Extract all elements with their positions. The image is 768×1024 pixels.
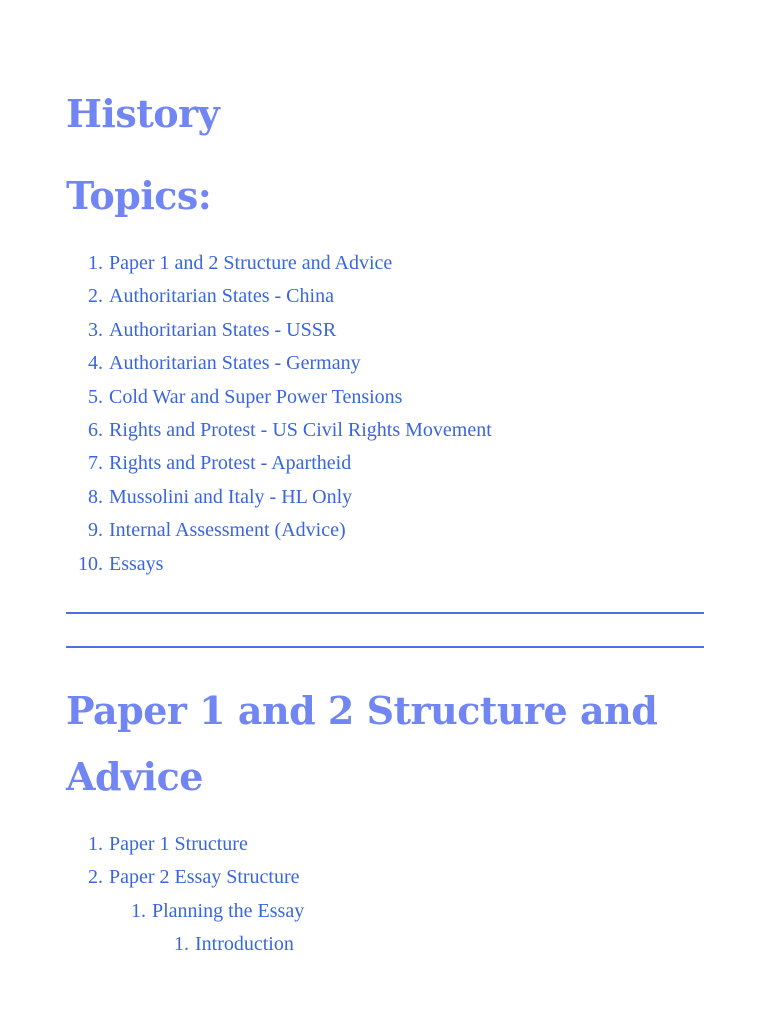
list-number: 7. bbox=[88, 452, 103, 475]
topic-link[interactable]: Rights and Protest - US Civil Rights Movement bbox=[109, 418, 492, 441]
section-link[interactable]: Introduction bbox=[195, 933, 294, 956]
topic-item-2[interactable] bbox=[88, 280, 492, 313]
page-title: History bbox=[66, 91, 220, 136]
list-number: 1. bbox=[131, 899, 146, 922]
topic-link[interactable]: Essays bbox=[109, 552, 164, 575]
topic-link[interactable]: Authoritarian States - USSR bbox=[109, 318, 337, 341]
topic-item-3[interactable] bbox=[88, 314, 492, 347]
topic-item-5[interactable] bbox=[88, 381, 492, 414]
list-number: 10. bbox=[78, 552, 103, 575]
section-heading: Paper 1 and 2 Structure and Advice bbox=[66, 688, 658, 799]
topic-link[interactable]: Paper 1 and 2 Structure and Advice bbox=[109, 252, 393, 274]
topic-link[interactable]: Internal Assessment (Advice) bbox=[109, 519, 346, 542]
topics-list bbox=[78, 247, 492, 581]
list-number: 1. bbox=[88, 252, 103, 274]
section-link[interactable]: Planning the Essay bbox=[152, 899, 305, 922]
list-number: 5. bbox=[88, 385, 103, 408]
list-number: 3. bbox=[88, 318, 103, 341]
topic-link[interactable]: Cold War and Super Power Tensions bbox=[109, 385, 403, 408]
list-number: 1. bbox=[174, 933, 189, 956]
topic-link[interactable]: Mussolini and Italy - HL Only bbox=[109, 485, 353, 508]
section-item-2[interactable] bbox=[88, 861, 304, 894]
list-number: 9. bbox=[88, 519, 103, 542]
topic-item-6[interactable] bbox=[88, 414, 492, 447]
topic-item-1[interactable] bbox=[88, 247, 492, 280]
list-number: 8. bbox=[88, 485, 103, 508]
topic-item-10[interactable] bbox=[78, 548, 492, 581]
section-subsubitem[interactable] bbox=[174, 928, 304, 961]
topic-link[interactable]: Rights and Protest - Apartheid bbox=[109, 452, 352, 475]
divider bbox=[66, 612, 704, 614]
topic-item-9[interactable] bbox=[88, 514, 492, 547]
topics-heading: Topics: bbox=[66, 173, 212, 218]
section-link[interactable]: Paper 1 Structure bbox=[109, 833, 248, 855]
divider bbox=[66, 646, 704, 648]
topic-item-4[interactable] bbox=[88, 347, 492, 380]
list-number: 6. bbox=[88, 418, 103, 441]
list-number: 4. bbox=[88, 352, 103, 375]
topic-link[interactable]: Authoritarian States - China bbox=[109, 285, 334, 308]
topic-item-8[interactable] bbox=[88, 481, 492, 514]
topic-link[interactable]: Authoritarian States - Germany bbox=[109, 352, 361, 375]
section-subitem[interactable] bbox=[131, 895, 305, 928]
list-number: 2. bbox=[88, 866, 103, 889]
section-list bbox=[88, 828, 305, 962]
list-number: 2. bbox=[88, 285, 103, 308]
section-link[interactable]: Paper 2 Essay Structure bbox=[109, 866, 300, 889]
section-item-1[interactable] bbox=[88, 828, 304, 861]
list-number: 1. bbox=[88, 833, 103, 855]
topic-item-7[interactable] bbox=[88, 447, 492, 480]
